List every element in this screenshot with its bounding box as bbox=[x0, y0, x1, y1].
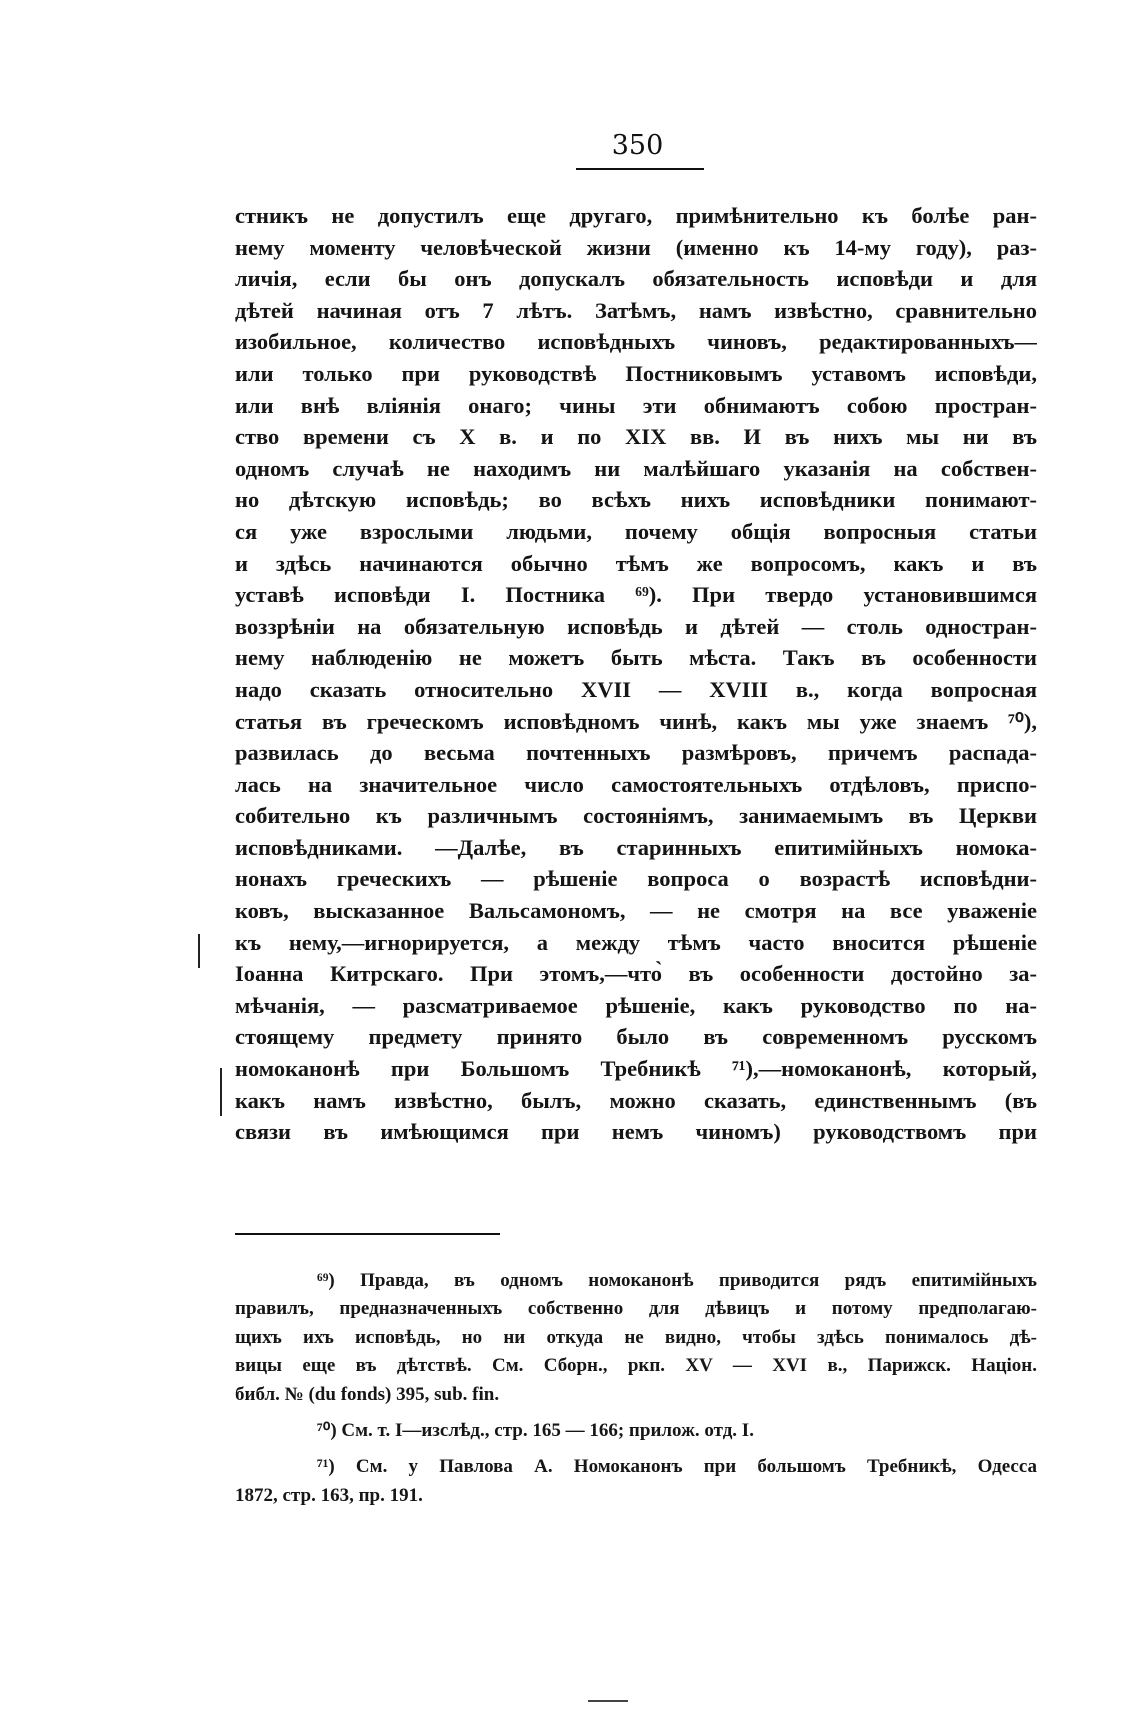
text-line: стникъ не допустилъ еще другаго, примѣнительно къ болѣе ран- bbox=[235, 203, 1037, 228]
text-line: Іоанна Китрскаго. При этомъ,—что̀ въ особенности достойно за- bbox=[235, 961, 1037, 987]
footnote-69-line: библ. № (du fonds) 395, sub. fin. bbox=[235, 1383, 500, 1405]
text-line: къ нему,—игнорируется, а между тѣмъ часто вносится рѣшеніе bbox=[235, 929, 1037, 955]
text-line: связи въ имѣющимся при немъ чиномъ) руководствомъ при bbox=[235, 1119, 1037, 1145]
text-line: какъ намъ извѣстно, былъ, можно сказать, единственнымъ (въ bbox=[235, 1087, 1037, 1113]
text-line: или только при руководствѣ Постниковымъ уставомъ исповѣди, bbox=[235, 360, 1037, 386]
text-line: личія, если бы онъ допускалъ обязательность исповѣди и для bbox=[235, 266, 1037, 292]
text-line: ство времени съ X в. и по XIX вв. И въ нихъ мы ни въ bbox=[235, 424, 1037, 450]
text-line: номоканонѣ при Большомъ Требникѣ ⁷¹),—номоканонѣ, который, bbox=[235, 1056, 1037, 1082]
text-line: нему моменту человѣческой жизни (именно къ 14-му году), раз- bbox=[235, 234, 1037, 260]
text-line: одномъ случаѣ не находимъ ни малѣйшаго указанія на собствен- bbox=[235, 455, 1037, 481]
footnote-69-line: ⁶⁹) Правда, въ одномъ номоканонѣ приводится рядъ епитимійныхъ bbox=[317, 1270, 1037, 1291]
text-line: и здѣсь начинаются обычно тѣмъ же вопросомъ, какъ и въ bbox=[235, 550, 1037, 576]
text-line: нонахъ греческихъ — рѣшеніе вопроса о возрастѣ исповѣдни- bbox=[235, 866, 1037, 892]
text-line: или внѣ вліянія онаго; чины эти обнимаютъ собою простран- bbox=[235, 392, 1037, 418]
footnote-71-line: ⁷¹) См. у Павлова А. Номоканонъ при большомъ Требникѣ, Одесса bbox=[317, 1456, 1037, 1478]
text-line: ся уже взрослыми людьми, почему общія вопросныя статьи bbox=[235, 518, 1037, 544]
text-line: стоящему предмету принято было въ современномъ русскомъ bbox=[235, 1024, 1037, 1050]
text-line: лась на значительное число самостоятельныхъ отдѣловъ, приспо- bbox=[235, 771, 1037, 797]
footnote-69-line: правилъ, предназначенныхъ собственно для дѣвицъ и потому предполагаю- bbox=[235, 1298, 1037, 1320]
page-number: 350 bbox=[611, 130, 664, 161]
bottom-dash bbox=[588, 1700, 628, 1702]
text-line: развилась до весьма почтенныхъ размѣровъ, причемъ распада- bbox=[235, 740, 1037, 766]
margin-mark bbox=[198, 934, 200, 968]
body-text bbox=[235, 200, 1037, 1148]
footnote-rule bbox=[235, 1233, 500, 1235]
text-line: ковъ, высказанное Вальсамономъ, — не смотря на все уваженіе bbox=[235, 898, 1037, 924]
footnotes bbox=[235, 1267, 1037, 1510]
text-line: исповѣдниками. —Далѣе, въ старинныхъ епитимійныхъ номока- bbox=[235, 834, 1037, 860]
text-line: уставѣ исповѣди I. Постника ⁶⁹). При твердо установившимся bbox=[235, 582, 1037, 608]
margin-mark bbox=[220, 1068, 222, 1116]
footnote-70: ⁷⁰) См. т. I—изслѣд., стр. 165 — 166; прилож. отд. I. bbox=[317, 1419, 754, 1441]
text-line: статья въ греческомъ исповѣдномъ чинѣ, какъ мы уже знаемъ ⁷⁰), bbox=[235, 708, 1037, 734]
text-line: нему наблюденію не можетъ быть мѣста. Такъ въ особенности bbox=[235, 645, 1037, 671]
text-line: мѣчанія, — разсматриваемое рѣшеніе, какъ руководство по на- bbox=[235, 992, 1037, 1018]
text-line: изобильное, количество исповѣдныхъ чиновъ, редактированныхъ— bbox=[235, 329, 1037, 355]
footnote-69-line: вицы еще въ дѣтствѣ. См. Сборн., ркп. XV — XVI в., Парижск. Націон. bbox=[235, 1355, 1037, 1377]
footnote-69-line: щихъ ихъ исповѣдь, но ни откуда не видно, чтобы здѣсь понималось дѣ- bbox=[235, 1326, 1037, 1348]
text-line: надо сказать относительно XVII — XVIII в., когда вопросная bbox=[235, 676, 1037, 702]
footnote-71-line: 1872, стр. 163, пр. 191. bbox=[235, 1484, 423, 1506]
text-line: но дѣтскую исповѣдь; во всѣхъ нихъ исповѣдники понимают- bbox=[235, 487, 1037, 513]
page-number-rule bbox=[576, 168, 704, 170]
text-line: воззрѣніи на обязательную исповѣдь и дѣтей — столь одностран- bbox=[235, 613, 1037, 639]
text-line: собительно къ различнымъ состояніямъ, занимаемымъ въ Церкви bbox=[235, 803, 1037, 829]
text-line: дѣтей начиная отъ 7 лѣтъ. Затѣмъ, намъ извѣстно, сравнительно bbox=[235, 297, 1037, 323]
